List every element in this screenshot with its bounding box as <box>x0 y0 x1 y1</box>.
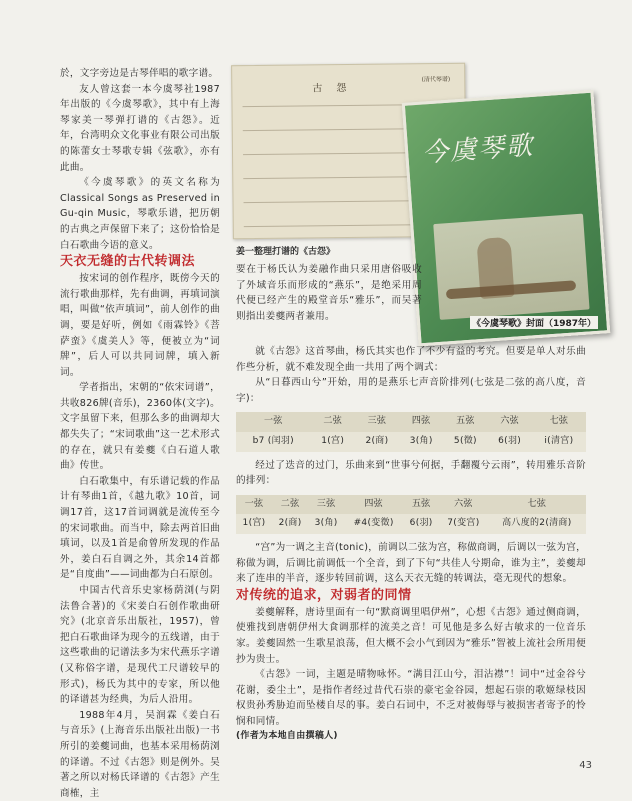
manuscript-note: (清代琴谱) <box>421 75 451 84</box>
paragraph: 白石歌集中，有乐谱记载的作品计有琴曲1首，《越九歌》10首，词调17首，这17首词调就是流传至今的宋词歌曲。而当中，除去两首旧曲填词，以及1首是俞曾所发现的作品外，姜白石自调之外，其余14首都是“自度曲”——词曲都为白石原创。 <box>60 475 220 581</box>
paragraph: 於，文字旁边是古琴伴唱的歌字谱。 <box>60 68 219 79</box>
string-label: 三弦 <box>308 495 344 515</box>
paragraph: “宫”为一调之主音(tonic)，前调以二弦为宫，称做商调，后调以一弦为宫，称做为调，后调比前调低一个全音，到了下句“共佳人兮期命，谁为主”，姜夔却来了连串的半音，逐步转回前调，这么天衣无缝的转调法，毫无现代的想象。 <box>236 541 586 585</box>
paragraph: 中国古代音乐史家杨荫浏(与阴法鲁合著)的《宋姜白石创作歌曲研究》(北京音乐出版社，1957)，曾把白石歌曲译为现今的五线谱，由于这些歌曲的记谱法多为宋代燕乐字谱(又称俗字谱，是现代工尺谱较早的形式)，杨氏为其中的专家，所以他的译谱甚为经典，为后人沿用。 <box>60 585 220 706</box>
note-value: #4(变徵) <box>344 514 403 534</box>
manuscript-caption: 姜一整理打谱的《古怨》 <box>236 247 336 257</box>
note-value: 6(羽) <box>488 432 532 452</box>
note-value: 6(羽) <box>403 514 439 534</box>
note-value: b7 (闰羽) <box>236 432 311 452</box>
string-label: 四弦 <box>399 412 443 432</box>
right-column <box>236 344 586 745</box>
string-label: 四弦 <box>344 495 403 515</box>
string-label: 七弦 <box>488 495 586 515</box>
paragraph: 学者指出，宋朝的“依宋词谱”，共收826牌(音乐)，2360体(文字)。文字虽留下来，但那么多的曲调却大都失失了；“宋词歌曲”这一艺术形式的存在，就只有姜夔《白石道人歌曲》传世。 <box>60 382 220 472</box>
note-value: 2(商) <box>355 432 399 452</box>
string-label: 五弦 <box>443 412 487 432</box>
note-value: 3(角) <box>308 514 344 534</box>
paragraph: 经过了迭音的过门，乐曲来到“世事兮何据，手翻覆兮云雨”，转用雅乐音阶的排列： <box>236 459 586 487</box>
author-note: (作者为本地自由撰稿人) <box>236 731 338 742</box>
page-number: 43 <box>579 760 592 771</box>
string-label: 六弦 <box>488 412 532 432</box>
section-heading: 天衣无缝的古代转调法 <box>60 254 196 270</box>
note-value: 高八度的2(清商) <box>488 514 586 534</box>
paragraph: 要在于杨氏认为姜融作曲只采用唐俗吸收了外域音乐而形成的“燕乐”，是绝采用周代便已经产生的殿堂音乐“雅乐”，而吴著则指出姜夔两者兼用。 <box>236 264 422 322</box>
note-value: 1(宫) <box>311 432 355 452</box>
string-label: 二弦 <box>272 495 308 515</box>
string-label: 一弦 <box>236 495 272 515</box>
left-column <box>60 66 220 801</box>
wrapped-text <box>236 262 422 324</box>
string-label: 二弦 <box>311 412 355 432</box>
paragraph: 按宋词的创作程序，既傍今天的流行歌曲那样，先有曲调，再填词演唱，叫做“依声填词”，前人创作的曲调，要是好听，例如《雨霖铃》《菩萨蛮》《虞美人》等，便被立为“词牌”，后人可以共同词牌，填入新词。 <box>60 273 220 378</box>
scale-table-yayue <box>236 495 586 534</box>
string-label: 五弦 <box>403 495 439 515</box>
note-value: 5(徵) <box>443 432 487 452</box>
note-value: i(清宫) <box>532 432 586 452</box>
string-label: 六弦 <box>439 495 487 515</box>
paragraph: 1988年4月，吴润霖《姜白石与音乐》(上海音乐出版社出版)一书所引的姜夔词曲，也基本采用杨荫浏的译谱。不过《古怨》则是例外。吴著之所以对杨氏译谱的《古怨》产生商榷，主 <box>60 709 220 799</box>
paragraph: 从“日暮西山兮”开始，用的是燕乐七声音阶排列(七弦是二弦的高八度，音字)： <box>236 377 586 404</box>
string-label: 一弦 <box>236 412 311 432</box>
section-heading: 对传统的追求，对弱者的同情 <box>236 587 412 603</box>
string-label: 七弦 <box>532 412 586 432</box>
note-value: 2(商) <box>272 514 308 534</box>
book-title: 今虞琴歌 <box>421 130 536 169</box>
scale-table-yanyue <box>236 412 586 451</box>
book-caption: 《今虞琴歌》封面（1987年） <box>470 316 598 329</box>
paragraph: 《今虞琴歌》的英文名称为Classical Songs as Preserved in Gu-qin Music，琴歌乐谱，把历朝的古典之声保留下来了；这份恰恰是白石歌曲今语的意义。 <box>60 177 220 251</box>
paragraph: 《古怨》一词，主题是晴物咏怀。“满目江山兮，泪沾襟”！词中“过金谷兮花谢，委尘土”，是指作者经过昔代石崇的豪宅金谷园，想起石崇的歌姬绿枝因权贵孙秀胁迫而坠楼自尽的事。姜白石词中，不乏对被侮辱与被损害者寄予的怜悯和同情。 <box>236 669 586 727</box>
paragraph: 友人曾这套一本今虞琴社1987年出版的《今虞琴歌》，其中有上海琴家美一琴弹打谱的《古怨》。近年，台湾明众文化事业有限公司出版的陈蕾女士琴歌专辑《弦歌》，亦有此曲。 <box>60 83 220 173</box>
book-cover <box>402 90 611 347</box>
paragraph: 姜夔解释，唐诗里面有一句“默商调里唱伊州”，心想《古怨》通过侧商调，使雅找到唐朝伊州大食调那样的流美之音！可见他是多么好古敏求的一位音乐家。姜夔固然一生歌星浪荡，但大概不会小气到因为“雅乐”智被上流社会所用便抄为贵士。 <box>236 606 586 665</box>
note-value: 3(角) <box>399 432 443 452</box>
note-value: 1(宫) <box>236 514 272 534</box>
string-label: 三弦 <box>355 412 399 432</box>
note-value: 7(变宫) <box>439 514 487 534</box>
paragraph: 就《古怨》这首琴曲，杨氏其实也作了不少有益的考究。但要是单人对乐曲作些分析，就不难发现全曲一共用了两个调式： <box>236 346 586 373</box>
manuscript-title: 古 怨 <box>312 83 349 95</box>
